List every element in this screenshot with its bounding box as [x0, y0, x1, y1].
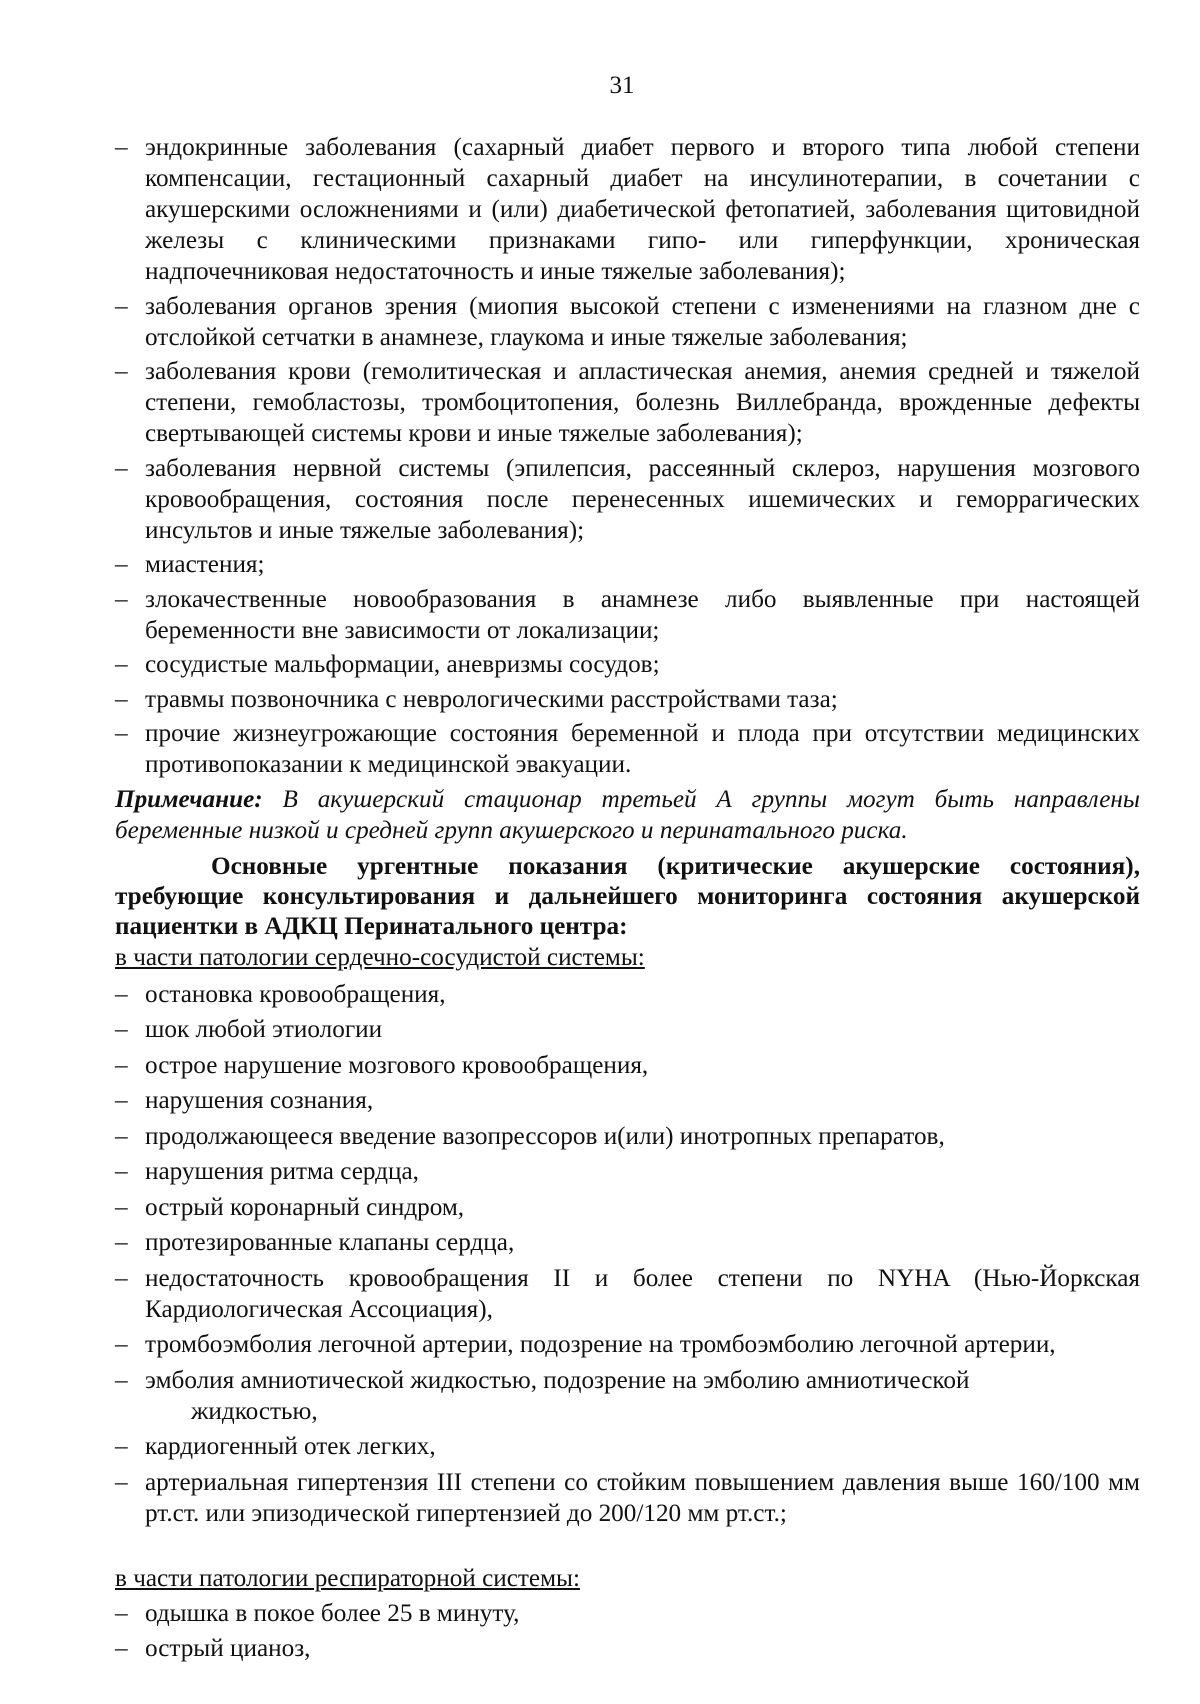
list-item: – протезированные клапаны сердца, [115, 1227, 1140, 1258]
respiratory-list [115, 1598, 1140, 1665]
cardio-list [115, 979, 1140, 1529]
list-item: – эндокринные заболевания (сахарный диабет первого и второго типа любой степени компенсации, гестационный сахарный диабет на инсулинотерапии, в сочетании с акушерскими осложнениями и (или) диабетической фетопатией, заболевания щитовидной железы с клиническими признаками гипо- или гиперфункции, хроническая надпочечниковая недостаточность и иные тяжелые заболевания); [115, 132, 1140, 287]
subheading-cardio: в части патологии сердечно-сосудистой системы: [115, 943, 645, 971]
list-item: – заболевания нервной системы (эпилепсия, рассеянный склероз, нарушения мозгового кровообращения, состояния после перенесенных ишемических и геморрагических инсультов и иные тяжелые заболевания); [115, 453, 1140, 546]
list-item: – миастения; [115, 549, 1140, 580]
list-item: – заболевания крови (гемолитическая и апластическая анемия, анемия средней и тяжелой степени, гемобластозы, тромбоцитопения, болезнь Виллебранда, врожденные дефекты свертывающей системы крови и иные тяжелые заболевания); [115, 356, 1140, 449]
embolism-text: эмболия амниотической жидкостью, подозрение на эмболию амниотической [145, 1366, 970, 1394]
list-item: – прочие жизнеугрожающие состояния беременной и плода при отсутствии медицинских противопоказании к медицинской эвакуации. [115, 718, 1140, 780]
contraindications-list [115, 132, 1140, 780]
list-item: – острое нарушение мозгового кровообращения, [115, 1050, 1140, 1081]
list-item: – острый коронарный синдром, [115, 1192, 1140, 1223]
list-item: – недостаточность кровообращения II и более степени по NYHA (Нью-Йоркская Кардиологическая Ассоциация), [115, 1263, 1140, 1325]
list-item: – заболевания органов зрения (миопия высокой степени с изменениями на глазном дне с отслойкой сетчатки в анамнезе, глаукома и иные тяжелые заболевания; [115, 291, 1140, 353]
section-heading: Основные ургентные показания (критические акушерские состояния), требующие консультирования и дальнейшего мониторинга состояния акушерской пациентки в АДКЦ Перинатального центра: [115, 852, 1140, 940]
embolism-continuation: жидкостью, [191, 1397, 318, 1425]
list-item-embolism [115, 1365, 1140, 1427]
list-item: – артериальная гипертензия III степени со стойким повышением давления выше 160/100 мм рт.ст. или эпизодической гипертензией до 200/120 мм рт.ст.; [115, 1467, 1140, 1529]
note-paragraph [115, 784, 1140, 846]
list-item: – нарушения ритма сердца, [115, 1156, 1140, 1187]
list-item: – злокачественные новообразования в анамнезе либо выявленные при настоящей беременности вне зависимости от локализации; [115, 584, 1140, 646]
note-label: Примечание: [115, 785, 263, 813]
list-item: – шок любой этиологии [115, 1014, 1140, 1045]
list-item: – продолжающееся введение вазопрессоров и(или) инотропных препаратов, [115, 1121, 1140, 1152]
list-item: – острый цианоз, [115, 1633, 1140, 1664]
subheading-respiratory: в части патологии респираторной системы: [115, 1564, 580, 1592]
list-item: – нарушения сознания, [115, 1085, 1140, 1116]
document-body [115, 132, 1140, 1669]
page-number: 31 [609, 72, 635, 99]
list-item: – одышка в покое более 25 в минуту, [115, 1598, 1140, 1629]
list-item: – тромбоэмболия легочной артерии, подозрение на тромбоэмболию легочной артерии, [115, 1329, 1140, 1360]
note-text: В акушерский стационар третьей А группы могут быть направлены беременные низкой и средней групп акушерского и перинатального риска. [115, 785, 1140, 844]
list-item: – травмы позвоночника с неврологическими расстройствами таза; [115, 684, 1140, 715]
list-item: – остановка кровообращения, [115, 979, 1140, 1010]
list-item: – кардиогенный отек легких, [115, 1431, 1140, 1462]
list-item: – сосудистые мальформации, аневризмы сосудов; [115, 649, 1140, 680]
